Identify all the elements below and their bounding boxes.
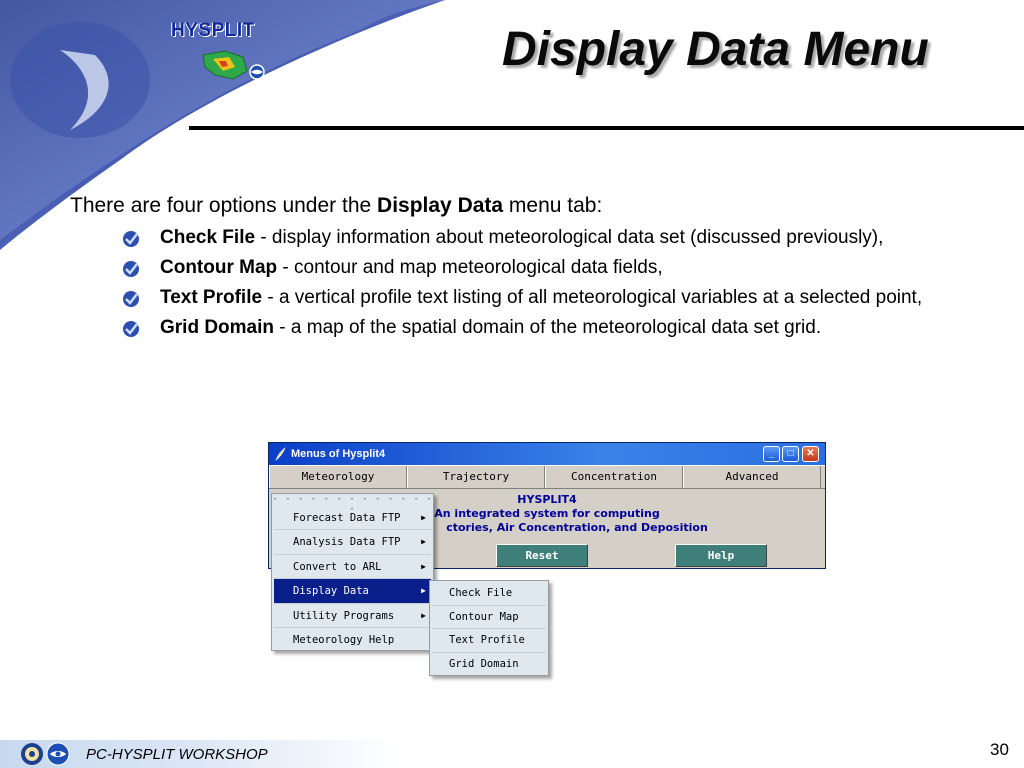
menu-item-meteorology-help[interactable] [274, 628, 431, 652]
doc-seal-icon [20, 742, 44, 766]
menu-item-label: Meteorology Help [293, 633, 395, 646]
bullet-desc: - a vertical profile text listing of all meteorological variables at a selected point, [262, 287, 923, 308]
tab-advanced[interactable]: Advanced [683, 466, 821, 488]
menu-item-analysis-data-ftp[interactable] [274, 530, 431, 554]
submenu-arrow-icon: ▶ [421, 513, 426, 522]
intro-bold: Display Data [377, 194, 504, 217]
map-graphic-icon [195, 45, 265, 83]
minimize-button[interactable]: _ [763, 446, 780, 462]
bullet-desc: - display information about meteorological data set (discussed previously), [255, 227, 884, 248]
banner-line-2: An integrated system for computing [434, 507, 660, 520]
tab-meteorology[interactable]: Meteorology [269, 466, 407, 488]
menu-item-label: Forecast Data FTP [293, 512, 401, 524]
menu-item-utility-programs[interactable] [274, 604, 431, 628]
title-divider [189, 126, 1024, 130]
menu-item-label: Analysis Data FTP [293, 536, 401, 549]
bullet-list [120, 226, 960, 346]
menu-bar [269, 465, 825, 489]
menu-tearoff[interactable]: - - - - - - - - - - - - - - [272, 494, 433, 514]
display-data-submenu [429, 580, 549, 676]
intro-text [70, 194, 602, 218]
bullet-item [120, 256, 960, 279]
checkmark-bullet-icon [120, 319, 142, 339]
menu-item-convert-to-arl[interactable] [274, 555, 431, 579]
checkmark-bullet-icon [120, 289, 142, 309]
bullet-term: Check File [160, 227, 256, 248]
bullet-term: Contour Map [160, 257, 278, 278]
menu-item-display-data[interactable] [274, 579, 431, 603]
bullet-item [120, 316, 960, 339]
help-button[interactable]: Help [675, 544, 767, 567]
menu-item-label: Display Data [293, 585, 369, 598]
checkmark-bullet-icon [120, 259, 142, 279]
submenu-arrow-icon: ▶ [421, 610, 426, 620]
window-titlebar[interactable] [269, 443, 825, 465]
submenu-item-contour-map[interactable]: Contour Map [432, 606, 546, 630]
submenu-arrow-icon: ▶ [421, 586, 426, 596]
bullet-item [120, 286, 960, 309]
submenu-arrow-icon: ▶ [421, 537, 426, 547]
window-title: Menus of Hysplit4 [291, 448, 386, 460]
submenu-item-text-profile[interactable]: Text Profile [432, 629, 546, 653]
noaa-seal-icon [46, 742, 70, 766]
feather-icon [273, 447, 287, 461]
slide-title: Display Data Menu [502, 23, 929, 76]
menu-item-label: Convert to ARL [293, 560, 382, 573]
menu-item-label: Utility Programs [293, 609, 395, 622]
bullet-term: Text Profile [160, 287, 263, 308]
tab-concentration[interactable]: Concentration [545, 466, 683, 488]
meteorology-dropdown-menu [271, 493, 434, 651]
tab-trajectory[interactable]: Trajectory [407, 466, 545, 488]
bullet-desc: - contour and map meteorological data fields, [277, 257, 663, 278]
close-button[interactable]: ✕ [802, 446, 819, 462]
footer-text: PC-HYSPLIT WORKSHOP [86, 746, 268, 763]
bullet-term: Grid Domain [160, 317, 275, 338]
menu-item-forecast-data-ftp[interactable] [274, 506, 431, 530]
checkmark-bullet-icon [120, 229, 142, 249]
bullet-item [120, 226, 960, 249]
intro-before: There are four options under the [70, 194, 378, 217]
banner-line-3: ctories, Air Concentration, and Deposition [446, 521, 708, 534]
banner-line-1: HYSPLIT4 [517, 493, 577, 506]
intro-after: menu tab: [503, 194, 603, 217]
hysplit-logo-text: HYSPLIT [171, 20, 255, 41]
maximize-button[interactable]: □ [782, 446, 799, 462]
bullet-desc: - a map of the spatial domain of the meteorological data set grid. [274, 317, 822, 338]
submenu-item-grid-domain[interactable]: Grid Domain [449, 657, 519, 670]
submenu-arrow-icon: ▶ [421, 561, 426, 571]
submenu-item-check-file[interactable]: Check File [432, 582, 546, 606]
page-number: 30 [990, 740, 1009, 759]
reset-button[interactable]: Reset [496, 544, 588, 567]
hysplit-logo [165, 18, 285, 88]
